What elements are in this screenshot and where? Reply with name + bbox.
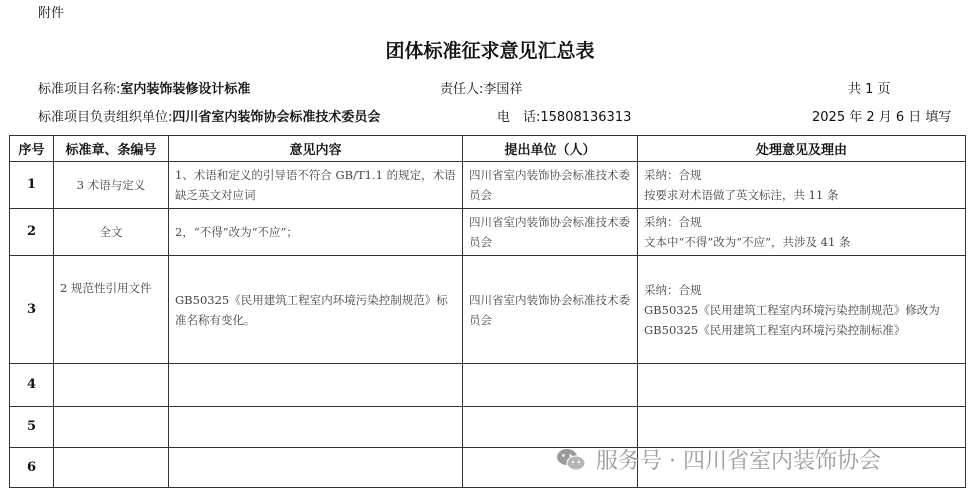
- row-content: [169, 364, 463, 407]
- row-handling: 采纳：合规 GB50325《民用建筑工程室内环境污染控制规范》修改为 GB50325《民用建筑工程室内环境污染控制标准》: [638, 256, 966, 364]
- row-handling: 采纳：合规 文本中“不得”改为“不应”，共涉及 41 条: [638, 209, 966, 256]
- row-no: 3: [10, 256, 54, 364]
- row-handling: [638, 364, 966, 407]
- row-content: [169, 448, 463, 488]
- row-unit: [463, 407, 638, 448]
- project-label: 标准项目名称:: [38, 82, 121, 97]
- row-content: 2，“不得”改为“不应”；: [169, 209, 463, 256]
- watermark-text: 服务号 · 四川省室内装饰协会: [596, 449, 881, 474]
- row-no: 2: [10, 209, 54, 256]
- responsible-label: 责任人:: [440, 82, 484, 97]
- header-clause: 标准章、条编号: [54, 136, 169, 162]
- header-no: 序号: [10, 136, 54, 162]
- watermark: [556, 444, 881, 475]
- row-no: 4: [10, 364, 54, 407]
- phone-value: 15808136313: [540, 110, 632, 125]
- header-handling: 处理意见及理由: [638, 136, 966, 162]
- org-label: 标准项目负责组织单位:: [38, 110, 173, 125]
- table-header-row: [10, 136, 966, 162]
- row-handling: 采纳：合规 按要求对术语做了英文标注，共 11 条: [638, 162, 966, 209]
- row-unit: 四川省室内装饰协会标准技术委员会: [463, 162, 638, 209]
- header-unit: 提出单位（人）: [463, 136, 638, 162]
- responsible-value: 李国祥: [483, 82, 523, 97]
- row-clause: [54, 364, 169, 407]
- responsible-org: [38, 106, 380, 125]
- row-no: 5: [10, 407, 54, 448]
- comments-table: [9, 135, 966, 488]
- row-unit: 四川省室内装饰协会标准技术委员会: [463, 256, 638, 364]
- wechat-icon: [556, 448, 586, 472]
- row-clause: 2 规范性引用文件: [54, 256, 169, 364]
- row-content: 1、术语和定义的引导语不符合 GB/T1.1 的规定，术语缺乏英文对应词: [169, 162, 463, 209]
- row-content: GB50325《民用建筑工程室内环境污染控制规范》标准名称有变化。: [169, 256, 463, 364]
- page-title: 团体标准征求意见汇总表: [385, 40, 595, 62]
- row-no: 1: [10, 162, 54, 209]
- fill-date: 2025 年 2 月 6 日 填写: [812, 110, 952, 125]
- phone-label: 电 话:: [497, 110, 541, 125]
- project-name: [38, 78, 250, 97]
- row-content: [169, 407, 463, 448]
- responsible-person: [440, 78, 522, 97]
- attachment-label: 附件: [38, 6, 65, 21]
- table-row: [10, 364, 966, 407]
- row-clause: 3 术语与定义: [54, 162, 169, 209]
- row-handling: [638, 407, 966, 448]
- header-content: 意见内容: [169, 136, 463, 162]
- table-row: [10, 209, 966, 256]
- row-clause: [54, 407, 169, 448]
- table-row: [10, 407, 966, 448]
- table-row: [10, 256, 966, 364]
- row-unit: 四川省室内装饰协会标准技术委员会: [463, 209, 638, 256]
- row-unit: [463, 364, 638, 407]
- table-row: [10, 162, 966, 209]
- total-pages: 共 1 页: [848, 82, 891, 97]
- row-clause: 全文: [54, 209, 169, 256]
- row-no: 6: [10, 448, 54, 488]
- row-clause: [54, 448, 169, 488]
- phone: [497, 106, 631, 125]
- org-value: 四川省室内装饰协会标准技术委员会: [172, 110, 381, 125]
- project-value: 室内装饰装修设计标准: [120, 82, 251, 97]
